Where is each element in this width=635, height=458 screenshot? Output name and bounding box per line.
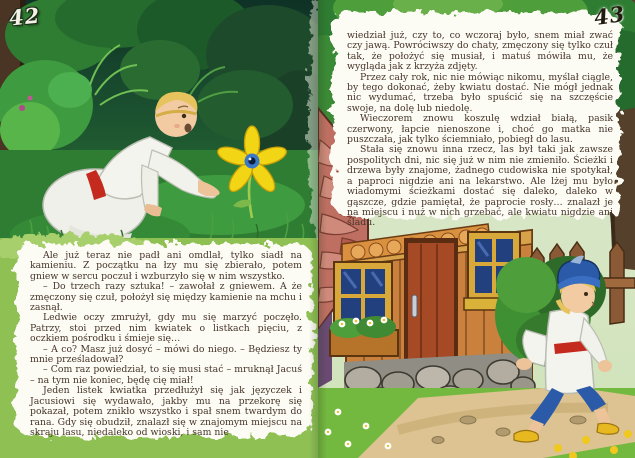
left-text-block [30,251,302,438]
eye [584,292,588,296]
flower-box [330,316,398,356]
paragraph: – A co? Masz już dosyć – mówi do niego. – Będziesz ty mnie prześladował? [30,343,302,366]
clog-back [514,430,539,442]
paragraph: – Do trzech razy sztuka! – zawołał z gniewem. A że zmęczony się czuł, położył się między kamienie na mchu i zasnął. [30,281,302,314]
mouth [185,124,192,133]
berries [19,105,25,111]
page-number-42: 42 [7,2,42,31]
paragraph: Ale już teraz nie padł ani omdlał, tylko siadł na kamieniu. Z początku na łzy mu się zbierało, potem gniew w sercu poczuł i wzburzyło się w nim wszystko. [30,250,302,282]
page-number-43: 43 [592,0,627,31]
right-text-block [347,31,613,229]
paragraph: Wieczorem znowu koszulę wdział białą, pasik czerwony, łapcie nienoszone i, choć go matka nie puszczała, jak tylko ściemniało, pobiegł do lasu. [347,113,613,146]
eye [182,114,186,118]
paragraph: Przez cały rok, nic nie mówiąc nikomu, myślał ciągle, by tego dokonać, żeby kwiatu dostać. Nie mógł jednak nic wydumać, trzeba było spuścić się na szczęście swoje, na dolę lub niedolę. [347,71,613,114]
page-right [318,0,635,458]
cottage-door [404,238,458,372]
paragraph: – Com raz powiedział, to się musi stać – mruknął Jacuś – na tym nie koniec, będę cię miał! [30,364,302,386]
paragraph: wiedział już, czy to, co wczoraj było, snem miał zwać czy jawą. Powróciwszy do chaty, zmęczony się tylko czuł tak, że położyć się musiał, i matuś mówiła mu, że wygląda jak z krzyża zdjęty. [347,30,613,73]
paragraph: Ledwie oczy zmrużył, gdy mu się marzyć poczęło. Patrzy, stoi przed nim kwiatek o listkach pięciu, z oczkiem pośrodku i śmieje się… [30,312,302,345]
door-handle [412,295,417,317]
paragraph: Jeden listek kwiatka przedłużył się jak języczek i Jacusiowi się wydawało, jakby mu na przekorę się pokazał, potem znikło wszystko i spał snem twardym do rana. Gdy się obudził, znalazł się w znajomym miejscu na skraju lasu, niedaleko od wioski, i sam nie [30,385,302,438]
window-left [330,262,398,356]
paragraph: Stała się znowu inna rzecz, las był taki jak zawsze pospolitych dni, nic się już w nim nie zmieniło. Ścieżki i drzewa były znajome, żadnego cudowiska nie spotykał, a paproci nigdzie ani na lekarstwo. Ale lżej mu było wiadomymi ścieżkami dostać się daleko, daleko w gąszcze, gdzie pamiętał, że paprocie rosły… znalazł je na miejscu i nuż w nich grzebać, ale kwiatu nigdzie ani śladu. [347,144,613,229]
